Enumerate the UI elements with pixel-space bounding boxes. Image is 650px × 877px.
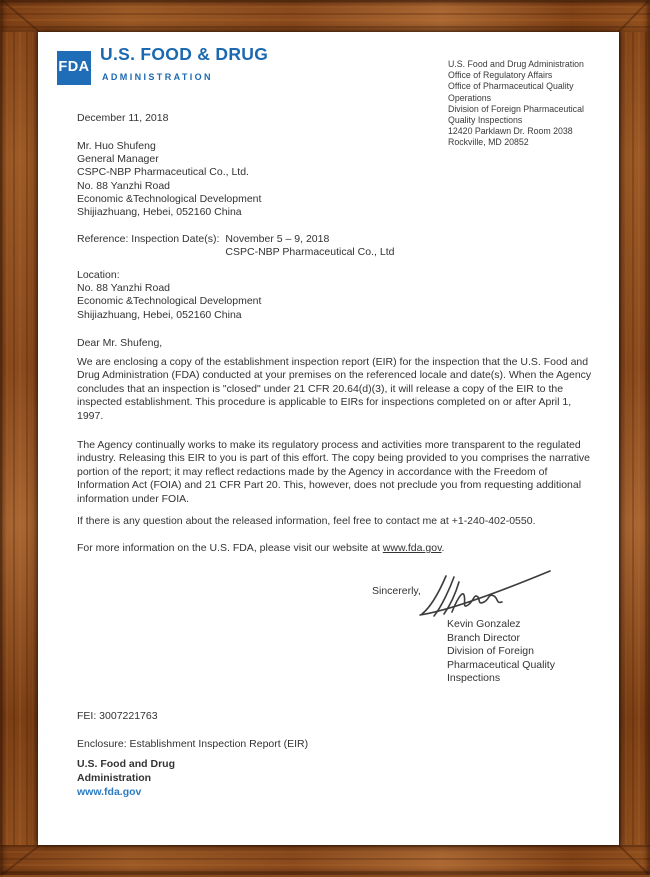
closing-salutation: Sincererly, [372, 585, 421, 597]
website-sentence-suffix: . [441, 542, 445, 554]
agency-address-line: Division of Foreign Pharmaceutical [448, 103, 584, 114]
wood-frame-left [0, 0, 38, 875]
body-paragraph-3: If there is any question about the released information, feel free to contact me at +1-240-402-0550. [77, 515, 536, 527]
wood-frame-bottom [0, 845, 650, 875]
recipient-line: Mr. Huo Shufeng [77, 140, 156, 152]
handwritten-signature [418, 568, 552, 620]
recipient-line: Economic &Technological Development [77, 192, 262, 205]
signer-division-line: Pharmaceutical Quality [447, 658, 555, 671]
fda-website-link[interactable]: www.fda.gov [382, 542, 442, 554]
signer-name: Kevin Gonzalez [447, 618, 521, 630]
location-block [77, 269, 261, 322]
website-sentence [77, 542, 444, 555]
recipient-line: No. 88 Yanzhi Road [77, 179, 171, 192]
location-line: Economic &Technological Development [77, 295, 262, 308]
body-paragraph-1: We are enclosing a copy of the establishment inspection report (EIR) for the inspection that the U.S. Food and Drug Administration (FDA) conducted at your premises on the referenced locale and date(s). When the Agency concludes that an inspection is "closed" under 21 CFR 20.64(d)(3), it will release a copy of the EIR to the inspected establishment. This procedure is applicable to EIRs for inspections completed on or after April 1, 1997. [77, 356, 592, 422]
signer-block [447, 618, 555, 686]
salutation: Dear Mr. Shufeng, [77, 337, 163, 349]
agency-address-line: Office of Pharmaceutical Quality [448, 81, 574, 92]
letter-footer [77, 758, 175, 799]
location-line: Shijiazhuang, Hebei, 052160 China [77, 308, 242, 321]
agency-address-line: Office of Regulatory Affairs [448, 70, 553, 81]
agency-address-line: 12420 Parklawn Dr. Room 2038 [448, 126, 573, 137]
fda-logo-acronym: FDA [58, 59, 90, 76]
letter-date: December 11, 2018 [77, 112, 169, 124]
enclosure-line: Enclosure: Establishment Inspection Report (EIR) [77, 738, 309, 750]
agency-address-line: Rockville, MD 20852 [448, 137, 529, 148]
wood-frame-top [0, 0, 650, 32]
signer-division-line: Inspections [447, 672, 501, 684]
recipient-address-block [77, 140, 261, 219]
body-paragraph-2: The Agency continually works to make its regulatory process and activities more transparent to the regulated industry. Releasing this EIR to you is part of this effort. The copy being provided to you comprises the narrative portion of the report; it may reflect redactions made by the Agency in accordance with the Freedom of Information Act (FOIA) and 21 CFR Part 20. This, however, does not preclude you from requesting additional information under FOIA. [77, 439, 591, 505]
recipient-line: General Manager [77, 153, 159, 166]
fda-logo-subtitle: ADMINISTRATION [102, 72, 213, 82]
footer-agency-line: U.S. Food and Drug [77, 758, 175, 770]
footer-fda-link[interactable]: www.fda.gov [77, 785, 142, 798]
signer-title: Branch Director [447, 631, 520, 644]
recipient-line: Shijiazhuang, Hebei, 052160 China [77, 206, 242, 219]
wood-frame-right [619, 0, 650, 875]
agency-address-line: Operations [448, 92, 492, 103]
location-line: No. 88 Yanzhi Road [77, 282, 171, 295]
signer-division-line: Division of Foreign [447, 645, 534, 657]
agency-address-block [448, 59, 608, 149]
reference-block [77, 233, 394, 259]
fda-logo [57, 51, 91, 85]
fei-number: FEI: 3007221763 [77, 710, 158, 722]
footer-agency-line: Administration [77, 771, 152, 784]
fda-logo-title: U.S. FOOD & DRUG [100, 44, 269, 64]
website-sentence-prefix: For more information on the U.S. FDA, please visit our website at [77, 542, 383, 554]
letter-page [38, 32, 619, 845]
agency-address-line: U.S. Food and Drug Administration [448, 59, 584, 69]
reference-dates: November 5 – 9, 2018 [225, 233, 330, 245]
reference-label: Reference: Inspection Date(s): [77, 233, 220, 245]
reference-company: CSPC-NBP Pharmaceutical Co., Ltd [225, 246, 395, 259]
agency-address-line: Quality Inspections [448, 115, 523, 126]
location-label: Location: [77, 269, 120, 281]
recipient-line: CSPC-NBP Pharmaceutical Co., Ltd. [77, 166, 249, 179]
